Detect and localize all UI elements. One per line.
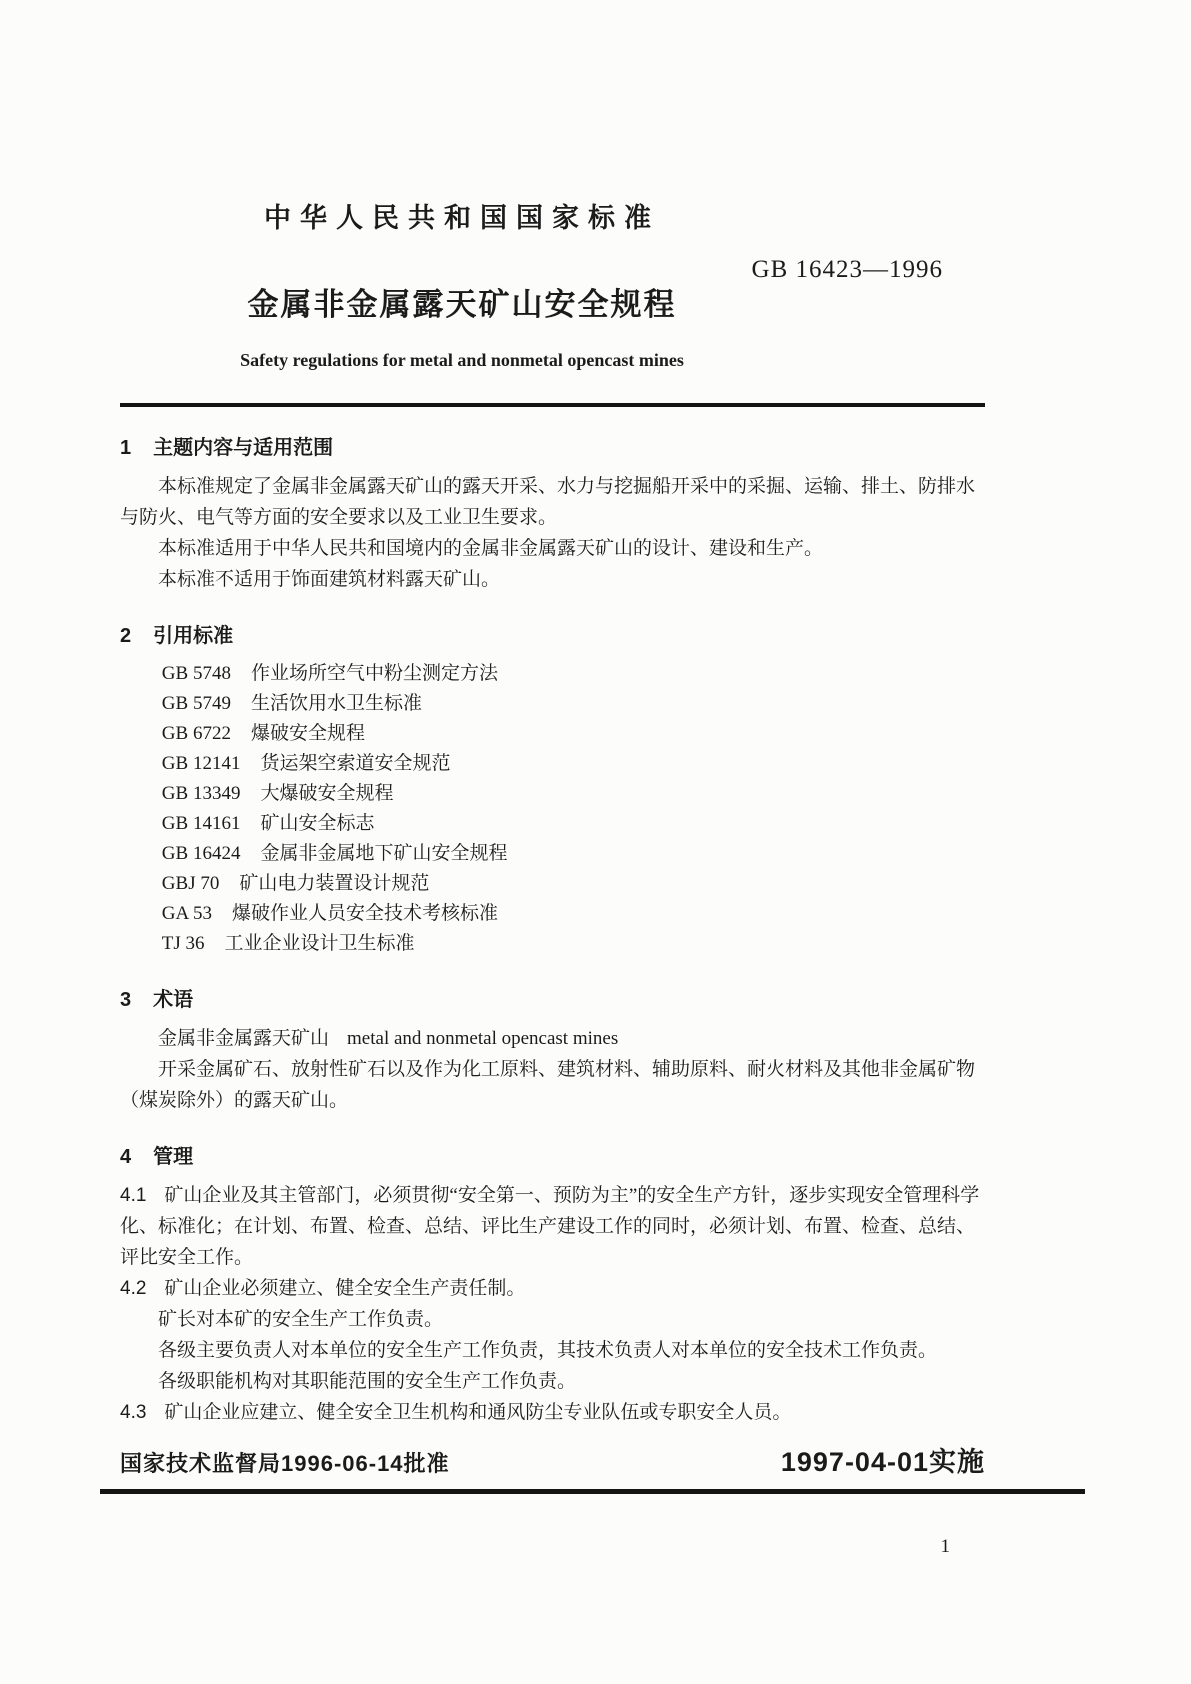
reference-item [120,869,985,899]
clause-4-1 [120,1180,985,1273]
reference-code: GB 12141 [161,753,241,774]
reference-code: GB 5748 [161,663,231,684]
clause-text: 矿山企业应建立、健全安全卫生机构和通风防尘专业队伍或专职安全人员。 [164,1402,792,1423]
paragraph: 本标准不适用于饰面建筑材料露天矿山。 [158,569,501,590]
section-1-title: 主题内容与适用范围 [153,437,334,459]
reference-code: TJ 36 [161,933,205,954]
section-management [120,1144,985,1428]
references-list [120,659,985,959]
clause-4-2-subparagraph: 各级主要负责人对本单位的安全生产工作负责，其技术负责人对本单位的安全技术工作负责。 [158,1340,938,1361]
standard-type-heading: 中华人民共和国国家标准 [264,203,660,233]
reference-code: GBJ 70 [161,873,220,894]
implementation-date: 1997-04-01实施 [780,1447,985,1477]
reference-item [120,749,985,779]
reference-code: GA 53 [161,903,212,924]
document-title-chinese: 金属非金属露天矿山安全规程 [247,287,677,322]
section-1-number: 1 [120,437,132,459]
term-line [120,1023,985,1054]
reference-item [120,689,985,719]
clause-text: 矿山企业及其主管部门，必须贯彻“安全第一、预防为主”的安全生产方针，逐步实现安全管理科学化、标准化；在计划、布置、检查、总结、评比生产建设工作的同时，必须计划、布置、检查、总结、评比安全工作。 [120,1185,980,1268]
reference-title: 生活饮用水卫生标准 [250,693,422,714]
reference-item [120,839,985,869]
header-divider [120,403,985,407]
clause-4-2-subparagraph: 各级职能机构对其职能范围的安全生产工作负责。 [158,1371,577,1392]
document-title-english: Safety regulations for metal and nonmetal opencast mines [240,350,684,370]
approval-info: 国家技术监督局1996-06-14批准 [120,1451,450,1476]
reference-code: GB 13349 [161,783,241,804]
reference-item [120,809,985,839]
document-header [120,196,985,407]
clause-4-3 [120,1397,985,1428]
section-3-heading [120,987,985,1013]
paragraph: 本标准适用于中华人民共和国境内的金属非金属露天矿山的设计、建设和生产。 [158,538,824,559]
paragraph: 本标准规定了金属非金属露天矿山的露天开采、水力与挖掘船开采中的采掘、运输、排土、防排水与防火、电气等方面的安全要求以及工业卫生要求。 [120,476,976,528]
clause-number: 4.1 [120,1185,147,1206]
term-english: metal and nonmetal opencast mines [347,1028,619,1049]
reference-title: 金属非金属地下矿山安全规程 [260,843,508,864]
reference-title: 矿山电力装置设计规范 [239,873,430,894]
reference-title: 大爆破安全规程 [260,783,394,804]
clause-text: 矿山企业必须建立、健全安全生产责任制。 [164,1278,526,1299]
clause-number: 4.2 [120,1278,147,1299]
reference-code: GB 6722 [161,723,231,744]
reference-title: 货运架空索道安全规范 [260,753,451,774]
section-4-body [120,1180,985,1428]
document-footer [120,1440,985,1558]
reference-item [120,929,985,959]
section-4-heading [120,1144,985,1170]
section-4-number: 4 [120,1146,132,1168]
section-3-title: 术语 [153,989,194,1011]
reference-title: 工业企业设计卫生标准 [224,933,415,954]
section-2-number: 2 [120,625,132,647]
footer-divider [100,1489,1085,1494]
section-terms [120,987,985,1116]
section-3-body [120,1023,985,1116]
section-3-number: 3 [120,989,132,1011]
term-chinese: 金属非金属露天矿山 [158,1028,330,1049]
page-number: 1 [940,1536,950,1557]
standard-number: GB 16423—1996 [751,256,943,283]
clause-4-2-subparagraph: 矿长对本矿的安全生产工作负责。 [158,1309,444,1330]
reference-code: GB 5749 [161,693,231,714]
term-definition: 开采金属矿石、放射性矿石以及作为化工原料、建筑材料、辅助原料、耐火材料及其他非金属矿物（煤炭除外）的露天矿山。 [120,1059,976,1111]
section-1-body [120,471,985,595]
page-content [120,0,985,1558]
section-4-title: 管理 [153,1146,194,1168]
reference-item [120,779,985,809]
section-2-title: 引用标准 [153,625,234,647]
footer-row [120,1440,985,1479]
section-1-heading [120,435,985,461]
reference-title: 矿山安全标志 [260,813,375,834]
section-references [120,623,985,959]
reference-title: 爆破安全规程 [250,723,365,744]
reference-item [120,659,985,689]
section-scope [120,435,985,595]
section-2-heading [120,623,985,649]
reference-code: GB 16424 [161,843,241,864]
reference-title: 作业场所空气中粉尘测定方法 [250,663,498,684]
reference-title: 爆破作业人员安全技术考核标准 [231,903,498,924]
reference-item [120,899,985,929]
reference-code: GB 14161 [161,813,241,834]
clause-4-2 [120,1273,985,1304]
reference-item [120,719,985,749]
clause-number: 4.3 [120,1402,147,1423]
